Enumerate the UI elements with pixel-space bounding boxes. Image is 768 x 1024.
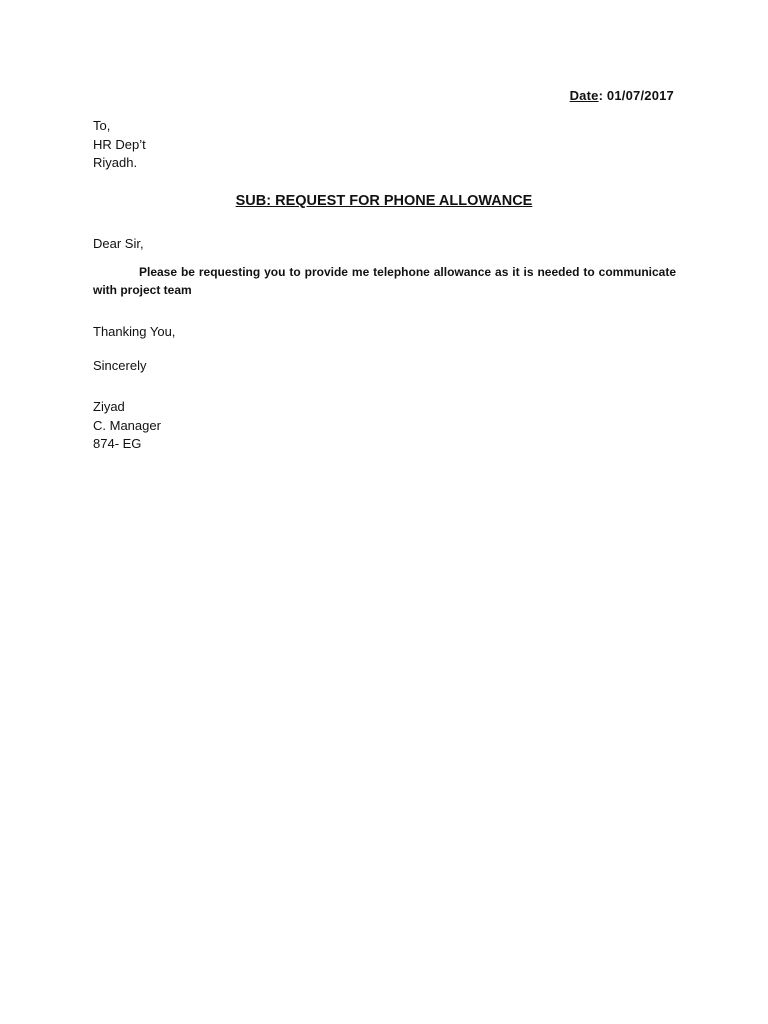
date-line — [570, 88, 674, 103]
salutation: Dear Sir, — [93, 236, 144, 251]
subject-text: SUB: REQUEST FOR PHONE ALLOWANCE — [235, 193, 533, 209]
signoff: Sincerely — [93, 358, 147, 373]
recipient-line-city: Riyadh. — [93, 155, 138, 170]
closing-thanks: Thanking You, — [93, 324, 176, 339]
sender-signature — [93, 398, 161, 454]
sender-name: Ziyad — [93, 399, 125, 414]
sender-code: 874- EG — [93, 436, 142, 451]
recipient-line-to: To, — [93, 118, 111, 133]
recipient-line-department: HR Dep’t — [93, 136, 146, 152]
body-paragraph: Please be requesting you to provide me telephone allowance as it is needed to communicate with project team — [93, 265, 676, 297]
date-separator: : — [598, 88, 607, 103]
date-value: 01/07/2017 — [606, 88, 674, 103]
recipient-address — [93, 117, 146, 173]
subject-line — [0, 193, 768, 209]
sender-title: C. Manager — [93, 417, 161, 433]
date-label: Date — [569, 88, 599, 103]
